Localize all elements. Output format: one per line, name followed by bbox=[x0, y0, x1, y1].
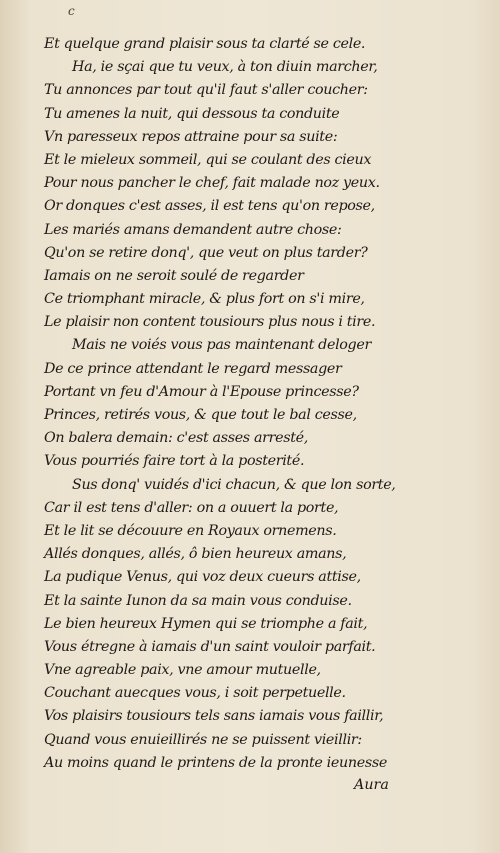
verse-line: Ha, ie sçai que tu veux, à ton diuin marcher, bbox=[72, 59, 378, 76]
verse-line: Sus donq' vuidés d'ici chacun, & que lon sorte, bbox=[72, 476, 396, 493]
verse-line: Mais ne voiés vous pas maintenant deloger bbox=[72, 337, 371, 354]
verse-line: Or donques c'est asses, il est tens qu'on repose, bbox=[44, 198, 375, 215]
verse-line: Et quelque grand plaisir sous ta clarté se cele. bbox=[44, 36, 366, 52]
verse-line: Couchant auecques vous, i soit perpetuelle. bbox=[44, 685, 346, 702]
verse-line: Allés donques, allés, ô bien heureux amans, bbox=[44, 546, 347, 563]
corner-mark: c bbox=[68, 4, 75, 18]
verse-line: Quand vous enuieillirés ne se puissent vieillir: bbox=[44, 731, 362, 748]
verse-line: Vne agreable paix, vne amour mutuelle, bbox=[44, 662, 321, 679]
verse-line: Pour nous pancher le chef, fait malade noz yeux. bbox=[44, 175, 380, 192]
verse-line: On balera demain: c'est asses arresté, bbox=[44, 430, 308, 447]
catchword: Aura bbox=[354, 777, 389, 793]
verse-line: Et le mieleux sommeil, qui se coulant des cieux bbox=[44, 151, 372, 168]
poem-text bbox=[44, 33, 464, 775]
verse-line: Vn paresseux repos attraine pour sa suite: bbox=[44, 128, 338, 145]
verse-line: Car il est tens d'aller: on a ouuert la porte, bbox=[44, 499, 339, 516]
verse-line: Au moins quand le printens de la pronte ieunesse bbox=[44, 754, 387, 771]
verse-line: Le plaisir non content tousiours plus nous i tire. bbox=[44, 314, 376, 331]
verse-line: Le bien heureux Hymen qui se triomphe a fait, bbox=[44, 615, 368, 632]
verse-line: Tu annonces par tout qu'il faut s'aller coucher: bbox=[44, 82, 368, 99]
verse-line: Portant vn feu d'Amour à l'Epouse princesse? bbox=[44, 383, 359, 400]
verse-line: Vous étregne à iamais d'un saint vouloir parfait. bbox=[44, 638, 376, 655]
verse-line: Ce triomphant miracle, & plus fort on s'i mire, bbox=[44, 291, 365, 308]
verse-line: Vos plaisirs tousiours tels sans iamais vous faillir, bbox=[44, 708, 384, 725]
verse-line: De ce prince attendant le regard messager bbox=[44, 360, 342, 377]
verse-line: Vous pourriés faire tort à la posterité. bbox=[44, 453, 305, 470]
verse-line: Princes, retirés vous, & que tout le bal cesse, bbox=[44, 407, 357, 423]
verse-line: Iamais on ne seroit soulé de regarder bbox=[44, 267, 304, 284]
verse-line: Les mariés amans demandent autre chose: bbox=[44, 221, 342, 238]
verse-line: Qu'on se retire donq', que veut on plus tarder? bbox=[44, 244, 368, 261]
verse-line: Et le lit se découure en Royaux ornemens. bbox=[44, 522, 337, 539]
verse-line: Et la sainte Iunon da sa main vous conduise. bbox=[44, 592, 352, 609]
verse-line: La pudique Venus, qui voz deux cueurs attise, bbox=[44, 569, 361, 586]
verse-line: Tu amenes la nuit, qui dessous ta conduite bbox=[44, 105, 340, 122]
